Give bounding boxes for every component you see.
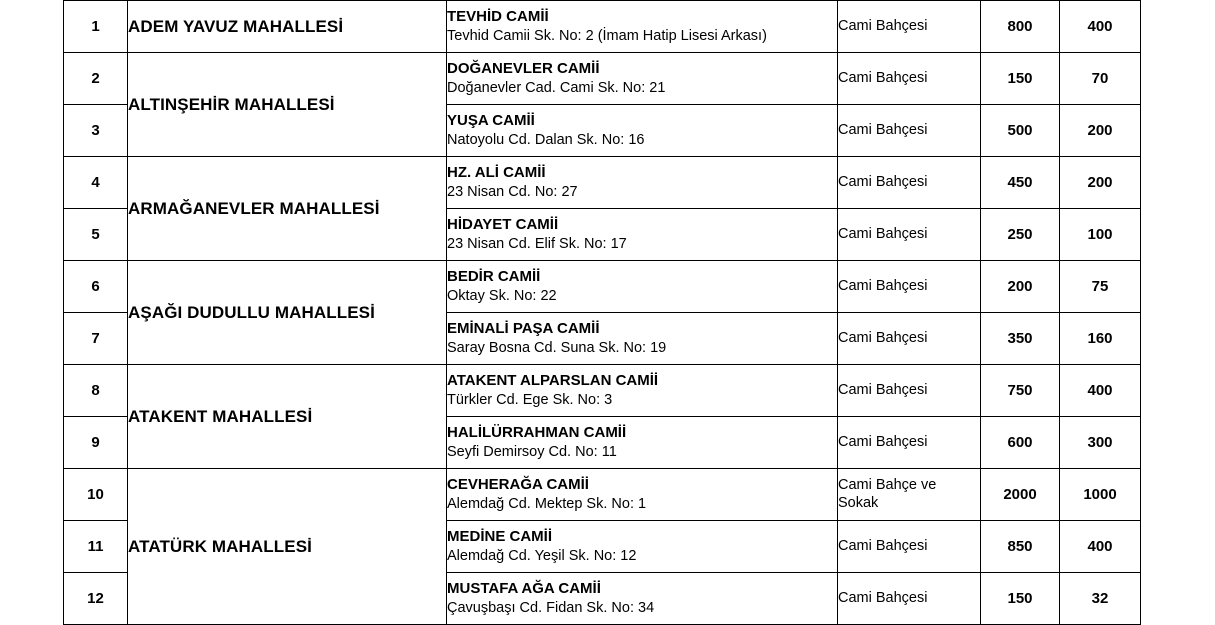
mosque-name: EMİNALİ PAŞA CAMİİ	[447, 320, 600, 338]
place-cell: Cami Bahçesi	[838, 417, 981, 469]
row-number-cell: 1	[64, 1, 128, 53]
mosque-cell	[447, 521, 838, 573]
capacity-secondary-cell: 200	[1060, 157, 1141, 209]
neighborhood-cell: ADEM YAVUZ MAHALLESİ	[128, 1, 447, 53]
capacity-primary-cell: 600	[981, 417, 1060, 469]
place-cell: Cami Bahçesi	[838, 105, 981, 157]
mosque-address: 23 Nisan Cd. No: 27	[447, 183, 578, 200]
row-number-cell: 6	[64, 261, 128, 313]
table-row	[64, 1, 1141, 53]
mosque-cell	[447, 209, 838, 261]
neighborhood-cell: ARMAĞANEVLER MAHALLESİ	[128, 157, 447, 261]
mosque-address: Alemdağ Cd. Mektep Sk. No: 1	[447, 495, 647, 512]
mosque-cell	[447, 261, 838, 313]
mosque-address: Tevhid Camii Sk. No: 2 (İmam Hatip Lisesi Arkası)	[447, 27, 767, 44]
mosque-capacity-table	[63, 0, 1141, 625]
table-row	[64, 53, 1141, 105]
neighborhood-cell: ALTINŞEHİR MAHALLESİ	[128, 53, 447, 157]
table-row	[64, 261, 1141, 313]
capacity-primary-cell: 350	[981, 313, 1060, 365]
mosque-name: HALİLÜRRAHMAN CAMİİ	[447, 424, 627, 442]
mosque-name: ATAKENT ALPARSLAN CAMİİ	[447, 372, 659, 390]
mosque-address: Çavuşbaşı Cd. Fidan Sk. No: 34	[447, 599, 655, 616]
row-number-cell: 10	[64, 469, 128, 521]
mosque-name: TEVHİD CAMİİ	[447, 8, 549, 26]
mosque-name: HZ. ALİ CAMİİ	[447, 164, 546, 182]
row-number-cell: 5	[64, 209, 128, 261]
mosque-name: HİDAYET CAMİİ	[447, 216, 559, 234]
place-cell: Cami Bahçesi	[838, 573, 981, 625]
row-number-cell: 11	[64, 521, 128, 573]
mosque-name: MEDİNE CAMİİ	[447, 528, 552, 546]
mosque-cell	[447, 157, 838, 209]
capacity-primary-cell: 750	[981, 365, 1060, 417]
capacity-secondary-cell: 100	[1060, 209, 1141, 261]
capacity-secondary-cell: 75	[1060, 261, 1141, 313]
row-number-cell: 4	[64, 157, 128, 209]
mosque-cell	[447, 469, 838, 521]
place-cell: Cami Bahçe ve Sokak	[838, 469, 981, 521]
mosque-address: Oktay Sk. No: 22	[447, 287, 557, 304]
capacity-primary-cell: 850	[981, 521, 1060, 573]
mosque-address: Türkler Cd. Ege Sk. No: 3	[447, 391, 613, 408]
capacity-secondary-cell: 300	[1060, 417, 1141, 469]
mosque-cell	[447, 365, 838, 417]
mosque-cell	[447, 1, 838, 53]
capacity-primary-cell: 450	[981, 157, 1060, 209]
place-cell: Cami Bahçesi	[838, 53, 981, 105]
capacity-primary-cell: 150	[981, 573, 1060, 625]
mosque-name: YUŞA CAMİİ	[447, 112, 535, 130]
mosque-name: DOĞANEVLER CAMİİ	[447, 60, 600, 78]
neighborhood-cell: ATAKENT MAHALLESİ	[128, 365, 447, 469]
mosque-cell	[447, 53, 838, 105]
place-cell: Cami Bahçesi	[838, 365, 981, 417]
mosque-cell	[447, 417, 838, 469]
place-cell: Cami Bahçesi	[838, 1, 981, 53]
capacity-secondary-cell: 160	[1060, 313, 1141, 365]
capacity-primary-cell: 2000	[981, 469, 1060, 521]
capacity-primary-cell: 250	[981, 209, 1060, 261]
row-number-cell: 7	[64, 313, 128, 365]
mosque-address: 23 Nisan Cd. Elif Sk. No: 17	[447, 235, 627, 252]
neighborhood-cell: AŞAĞI DUDULLU MAHALLESİ	[128, 261, 447, 365]
mosque-address: Natoyolu Cd. Dalan Sk. No: 16	[447, 131, 645, 148]
capacity-primary-cell: 150	[981, 53, 1060, 105]
place-cell: Cami Bahçesi	[838, 521, 981, 573]
place-cell: Cami Bahçesi	[838, 157, 981, 209]
table-row	[64, 157, 1141, 209]
row-number-cell: 8	[64, 365, 128, 417]
mosque-address: Saray Bosna Cd. Suna Sk. No: 19	[447, 339, 667, 356]
row-number-cell: 9	[64, 417, 128, 469]
mosque-name: BEDİR CAMİİ	[447, 268, 541, 286]
mosque-address: Doğanevler Cad. Cami Sk. No: 21	[447, 79, 666, 96]
row-number-cell: 2	[64, 53, 128, 105]
capacity-secondary-cell: 70	[1060, 53, 1141, 105]
capacity-primary-cell: 500	[981, 105, 1060, 157]
place-cell: Cami Bahçesi	[838, 209, 981, 261]
mosque-cell	[447, 313, 838, 365]
capacity-secondary-cell: 32	[1060, 573, 1141, 625]
mosque-address: Seyfi Demirsoy Cd. No: 11	[447, 443, 617, 460]
capacity-secondary-cell: 400	[1060, 365, 1141, 417]
row-number-cell: 12	[64, 573, 128, 625]
capacity-secondary-cell: 1000	[1060, 469, 1141, 521]
capacity-secondary-cell: 200	[1060, 105, 1141, 157]
mosque-cell	[447, 105, 838, 157]
place-cell: Cami Bahçesi	[838, 313, 981, 365]
capacity-secondary-cell: 400	[1060, 1, 1141, 53]
mosque-cell	[447, 573, 838, 625]
mosque-name: MUSTAFA AĞA CAMİİ	[447, 580, 601, 598]
mosque-name: CEVHERAĞA CAMİİ	[447, 476, 589, 494]
place-cell: Cami Bahçesi	[838, 261, 981, 313]
mosque-address: Alemdağ Cd. Yeşil Sk. No: 12	[447, 547, 637, 564]
neighborhood-cell: ATATÜRK MAHALLESİ	[128, 469, 447, 625]
capacity-primary-cell: 800	[981, 1, 1060, 53]
capacity-secondary-cell: 400	[1060, 521, 1141, 573]
row-number-cell: 3	[64, 105, 128, 157]
capacity-primary-cell: 200	[981, 261, 1060, 313]
table-row	[64, 469, 1141, 521]
table-row	[64, 365, 1141, 417]
